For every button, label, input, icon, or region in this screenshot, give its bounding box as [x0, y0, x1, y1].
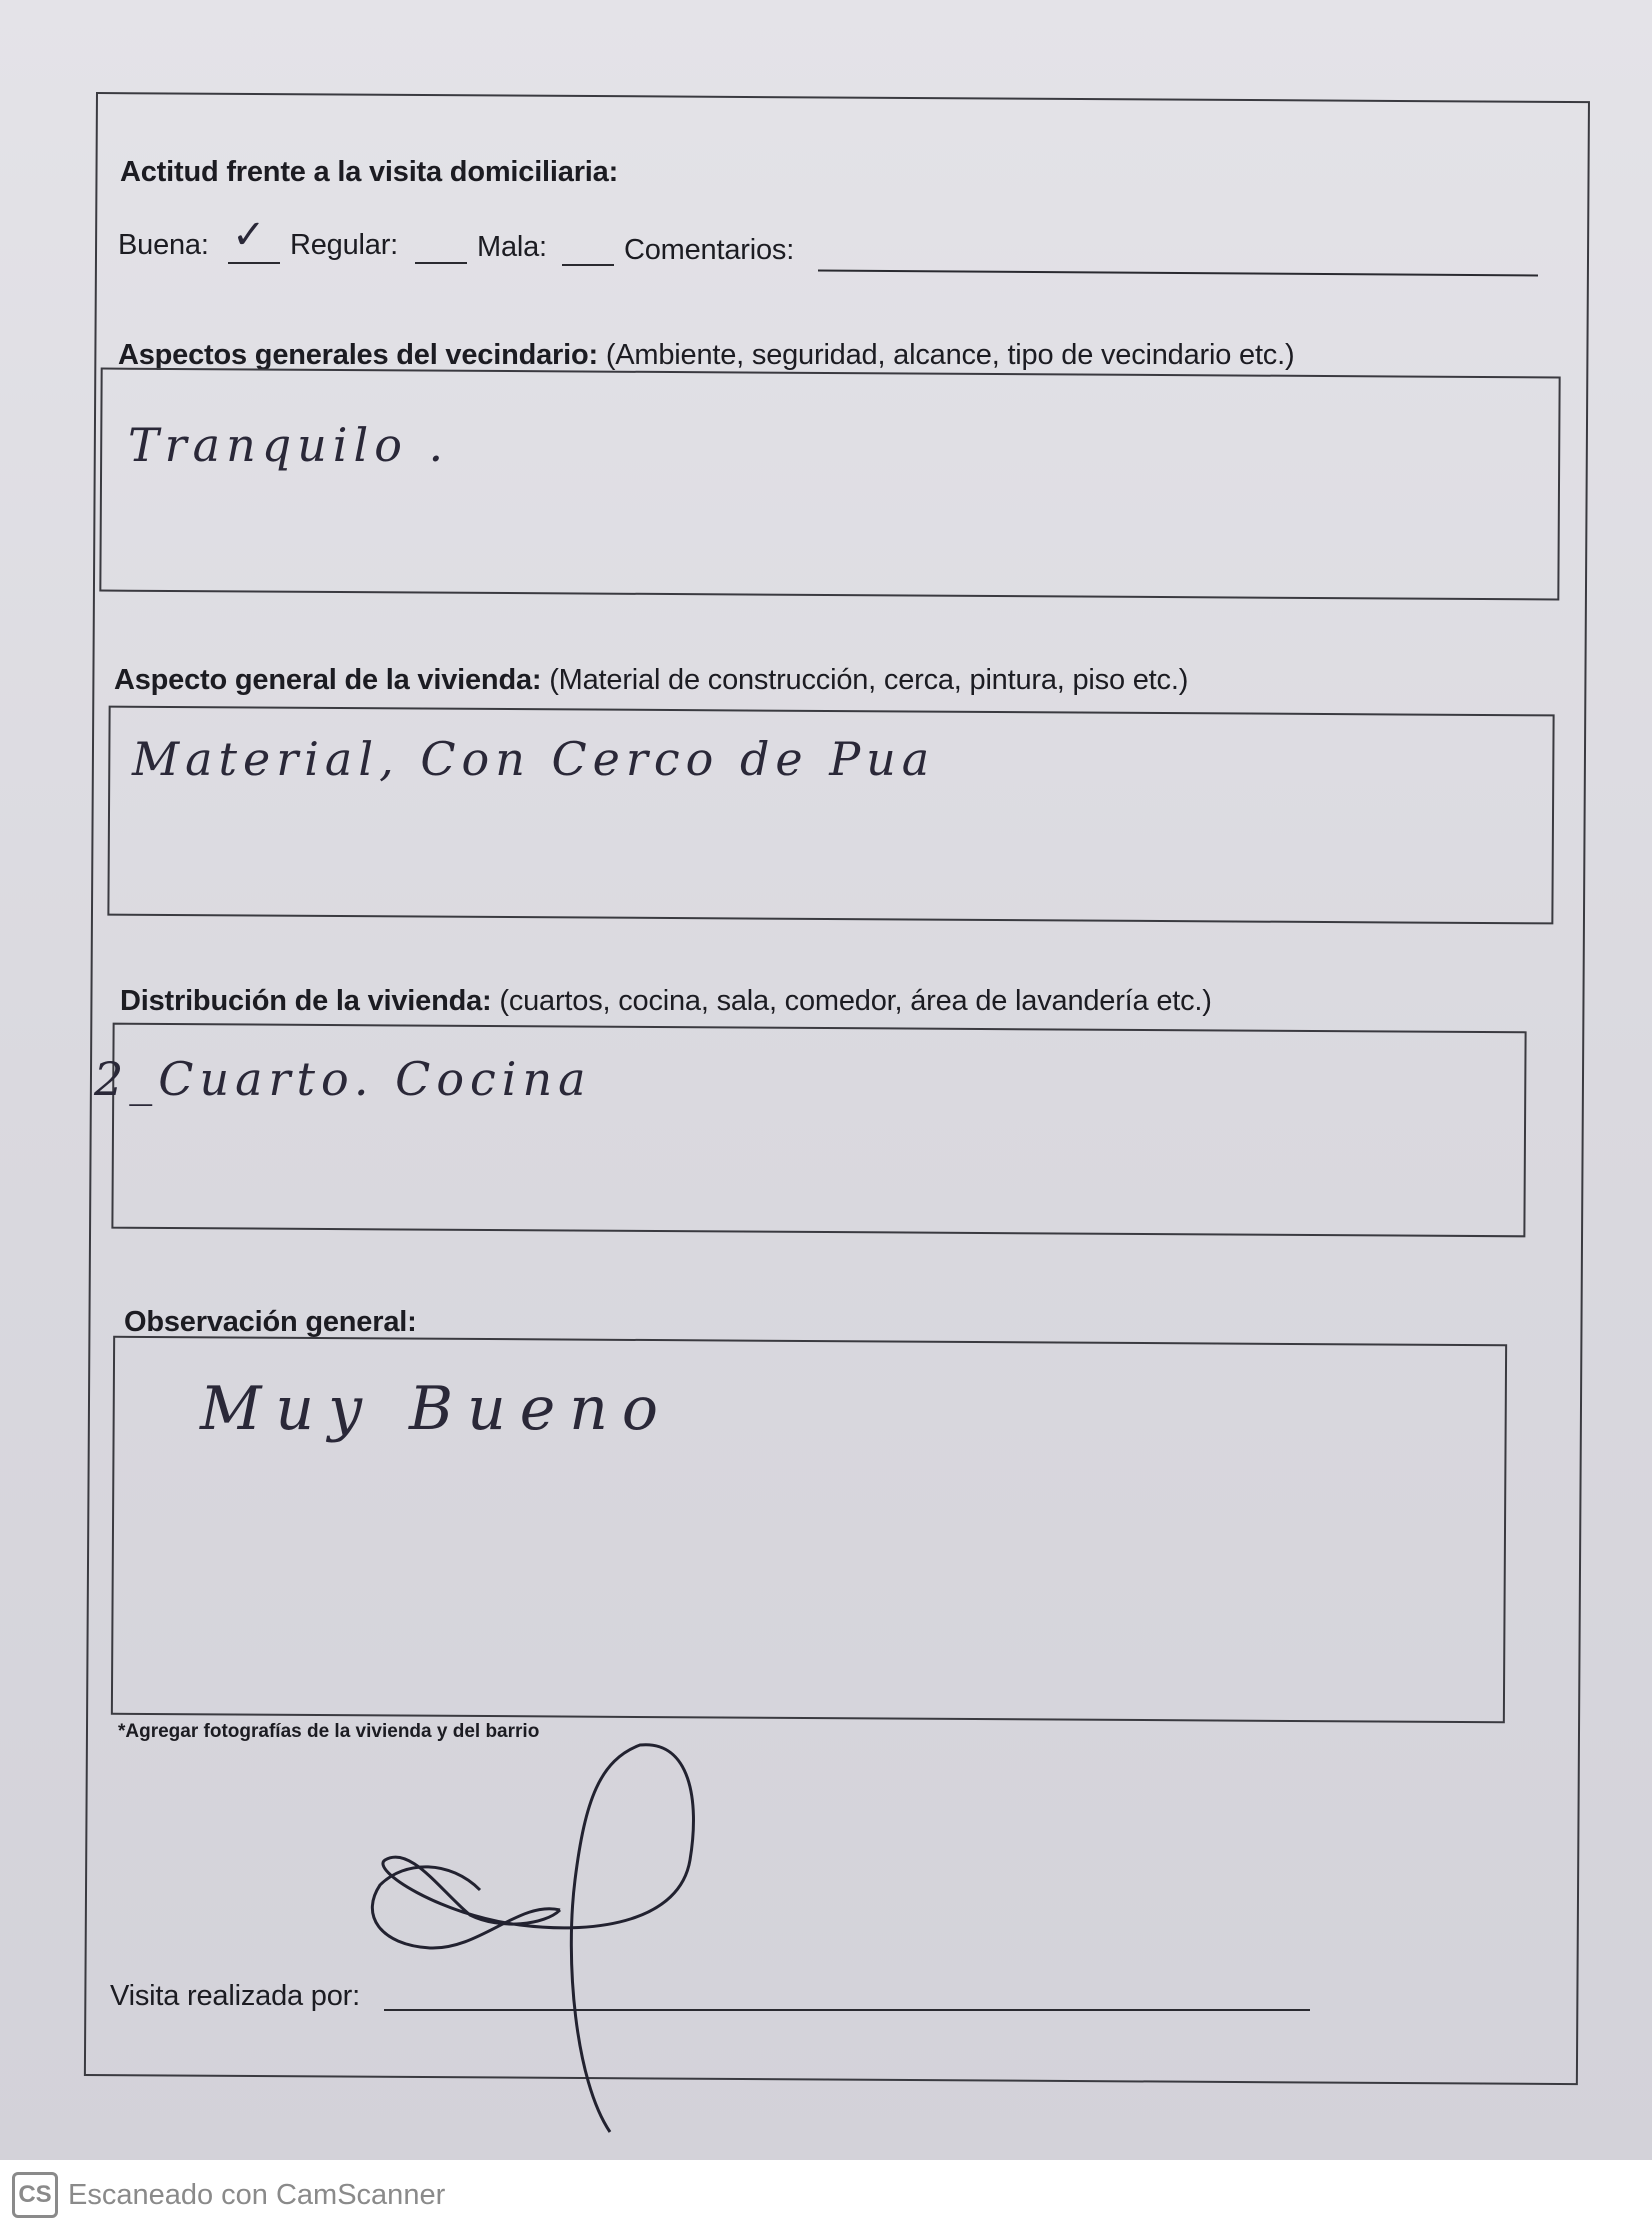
- observation-handwritten: Muy Bueno: [200, 1374, 673, 1444]
- visit-by-label: Visita realizada por:: [110, 1980, 360, 2012]
- regular-label: Regular:: [290, 229, 399, 261]
- camscanner-text: Escaneado con CamScanner: [68, 2178, 446, 2211]
- observation-title: Observación general:: [124, 1306, 417, 1338]
- camscanner-logo: CS: [12, 2172, 58, 2218]
- attitude-title: Actitud frente a la visita domiciliaria:: [120, 156, 619, 188]
- photo-note: *Agregar fotografías de la vivienda y del barrio: [118, 1721, 540, 1742]
- camscanner-footer: [0, 2160, 1652, 2230]
- neighborhood-title: Aspectos generales del vecindario: (Ambiente, seguridad, alcance, tipo de vecindario etc.): [118, 339, 1295, 371]
- buena-check-mark: ✓: [232, 212, 272, 258]
- neighborhood-handwritten: Tranquilo .: [128, 418, 450, 472]
- buena-label: Buena:: [118, 229, 209, 261]
- house-aspect-title: Aspecto general de la vivienda: (Material de construcción, cerca, pintura, piso etc.): [114, 664, 1189, 696]
- distribution-handwritten: 2_Cuarto. Cocina: [94, 1052, 592, 1106]
- house-aspect-handwritten: Material, Con Cerco de Pua: [132, 732, 936, 786]
- comentarios-label: Comentarios:: [624, 234, 795, 266]
- distribution-title: Distribución de la vivienda: (cuartos, cocina, sala, comedor, área de lavandería etc.): [120, 985, 1212, 1017]
- mala-label: Mala:: [477, 231, 547, 263]
